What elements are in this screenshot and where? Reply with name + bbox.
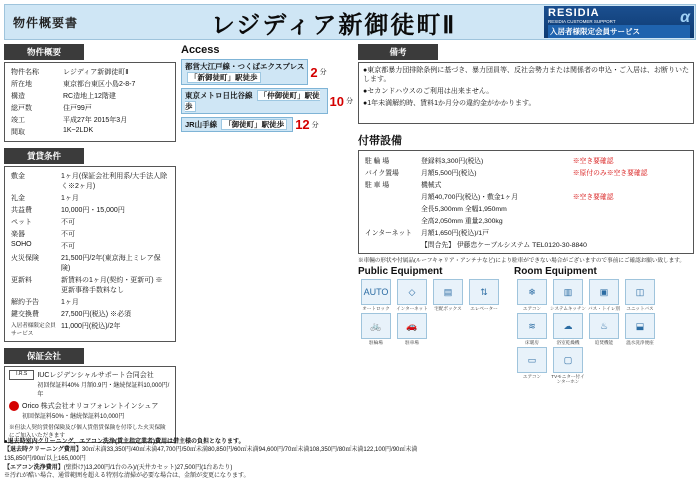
room-equipment-title: Room Equipment	[514, 266, 597, 277]
table-row	[363, 238, 689, 250]
equipment-item	[358, 313, 394, 345]
row-key	[363, 214, 419, 226]
overview-box	[4, 62, 176, 142]
bath-toilet-separate-icon: ▣	[589, 279, 619, 305]
row-key: バイク置場	[365, 170, 399, 177]
row-key: 礼金	[11, 195, 25, 202]
row-value: 27,500円(税込) ※必須	[61, 311, 132, 318]
equipment-label: TVモニター付インターホン	[551, 374, 585, 385]
logo-sub: RESIDIA CUSTOMER SUPPORT	[548, 18, 616, 24]
doc-label: 物件概要書	[13, 15, 79, 30]
guarantee-name: Orico 株式会社オリコフォレントインシュア	[22, 403, 159, 410]
table-row	[363, 226, 689, 238]
residia-logo	[544, 6, 694, 38]
row-value: 11,000円(税込)/2年	[61, 323, 121, 330]
row-value: レジディア新御徒町Ⅱ	[63, 69, 129, 76]
row-key: 所在地	[11, 81, 32, 88]
note-item: ●セカンドハウスのご利用は出来ません。	[363, 88, 494, 96]
access-minutes-unit: 分	[346, 98, 353, 105]
table-row	[363, 214, 689, 226]
access-station: 「御徒町」駅徒歩	[221, 119, 287, 130]
right-column	[358, 44, 694, 443]
rent-box	[4, 166, 176, 342]
row-key: 解約予告	[11, 299, 39, 306]
access-minutes-unit: 分	[319, 69, 327, 76]
doc-label-wrap	[5, 14, 123, 31]
notes-title: 備考	[358, 44, 438, 60]
table-row	[9, 192, 171, 204]
table-row	[9, 296, 171, 308]
row-value: 1K~2LDK	[63, 127, 94, 134]
equipment-item	[514, 347, 550, 384]
row-value: 1ヶ月	[61, 195, 79, 202]
table-row	[9, 308, 171, 320]
equipment-label: エレベーター	[470, 306, 498, 311]
equipment-label: 駐車場	[405, 340, 419, 346]
row-value: 不可	[61, 219, 75, 226]
equipment-item	[394, 279, 430, 311]
table-row	[363, 190, 689, 202]
footer-head-2: 【退去時クリーニング費用】	[4, 447, 82, 454]
equipment-item	[358, 279, 394, 311]
row-highlight: ※空き要確認	[572, 158, 614, 165]
elevator-icon: ⇅	[469, 279, 499, 305]
rent-table	[9, 170, 171, 338]
access-line-name: 都営大江戸線・つくばエクスプレス	[185, 62, 305, 71]
footer-line-4	[4, 464, 696, 473]
row-highlight	[571, 214, 689, 226]
row-key: 駐 輪 場	[365, 158, 390, 165]
irs-logo: I.R.S	[9, 370, 34, 380]
row-key: 敷金	[11, 173, 25, 180]
footer-line-2	[4, 446, 696, 455]
table-row	[9, 228, 171, 240]
row-value: 不可	[61, 231, 75, 238]
equipment-label: 宅配ボックス	[434, 306, 462, 311]
facilities-note: ※車輛の形状や付属品(ルーフキャリア・アンテナなど)により駐車ができない場合がございますので事前にご確認お願い致します。	[358, 258, 685, 264]
note-item: ●1年未満解約時、賃料1か月分の違約金がかかります。	[363, 100, 536, 108]
reheating-bath-icon: ♨	[589, 313, 619, 339]
table-row	[9, 78, 171, 90]
row-highlight: ※空き要確認	[572, 194, 614, 201]
guarantee-note: ※但法人契約賃借保険及び個人賃借賃保険を付帯した火災保険にご加入いただきます	[9, 425, 166, 439]
row-key: 鍵交換費	[11, 311, 39, 318]
table-row	[9, 126, 171, 138]
access-line-name: 東京メトロ日比谷線	[185, 91, 253, 100]
equipment-item	[622, 313, 658, 345]
row-key: ペット	[11, 219, 32, 226]
access-line-wrap	[181, 117, 293, 132]
public-equipment	[358, 266, 508, 386]
room-equipment-icons	[514, 279, 690, 386]
overview-table	[9, 66, 171, 138]
table-row	[9, 320, 171, 338]
access-minutes-unit: 分	[311, 121, 319, 129]
row-key: 竣工	[11, 117, 25, 124]
parking-icon: 🚗	[397, 313, 427, 339]
note-item: ●東京都暴力団排除条例に基づき、暴力団員等、反社会勢力または関係者の申込・ご入居は、お断りいたします。	[363, 67, 689, 84]
row-value: 全長5,300mm 全幅1,950mm	[421, 206, 507, 213]
row-key: 火災保険	[11, 255, 39, 262]
guarantee-title: 保証会社	[4, 348, 84, 364]
table-row	[9, 204, 171, 216]
guarantee-item	[9, 370, 171, 398]
auto-lock-icon: AUTO	[361, 279, 391, 305]
equipment-label: インターネット	[396, 306, 428, 311]
access-list	[181, 59, 353, 132]
row-highlight	[571, 178, 689, 190]
footer-line-1: ●退去時室内クリーニング、エアコン洗浄(賃主指定業者)費用は借主様の負担となります。	[4, 438, 245, 445]
equipment-label: 床暖房	[525, 340, 539, 346]
table-row	[9, 114, 171, 126]
row-value: 1ヶ月(保証会社利用系/大手法人除く※2ヶ月)	[61, 173, 168, 190]
document-body	[4, 44, 696, 443]
row-value: 住戸99戸	[63, 105, 92, 112]
row-value: 月額5,500円(税込)	[421, 170, 477, 177]
footer-text-2: 30㎡未満33,350円/40㎡未満47,700円/50㎡未満80,850円/60㎡未満94,600円/70㎡未満108,350円/80㎡未満122,100円/90㎡未満	[81, 447, 418, 454]
table-row	[9, 170, 171, 192]
row-key: 楽器	[11, 231, 25, 238]
access-item	[181, 59, 353, 85]
equipment-item	[514, 313, 550, 345]
page-title: レジディア新御徒町Ⅱ	[210, 11, 457, 39]
row-highlight: ※原付のみ※空き要確認	[572, 170, 648, 177]
left-column	[4, 44, 176, 443]
access-item	[181, 88, 353, 114]
equipment-item	[394, 313, 430, 345]
logo-alpha: α	[680, 9, 690, 26]
orico-icon	[9, 401, 19, 411]
row-value: 月額40,700円(税込)・敷金1ヶ月	[421, 194, 519, 201]
washlet-icon: ⬓	[625, 313, 655, 339]
row-highlight	[571, 226, 689, 238]
access-station: 「仲御徒町」駅徒歩	[185, 91, 320, 111]
row-value: 21,500円/2年(東京海上ミレア保険)	[61, 255, 161, 272]
guarantee-detail: 初回保証料40% 月額0.9円・継続保証料10,000円/年	[37, 383, 170, 398]
table-row	[363, 154, 689, 166]
equipment-label: ユニットバス	[626, 306, 654, 311]
row-value: 全高2,050mm 重量2,300kg	[421, 218, 503, 225]
equipment-item	[550, 279, 586, 311]
unit-bath-icon: ◫	[625, 279, 655, 305]
access-line-wrap	[181, 88, 328, 114]
public-equipment-title: Public Equipment	[358, 266, 443, 277]
equipment-label: オートロック	[362, 306, 390, 311]
access-line-wrap	[181, 59, 308, 85]
guarantee-name: IUCレジデンシャルサポート合同会社	[37, 372, 154, 379]
footer-text-4: (壁掛け)13,200円/1台のみ)/(天井カセット)27,500円(1台あたり)	[63, 464, 233, 471]
access-minutes: 10	[329, 93, 344, 109]
delivery-box-icon: ▤	[433, 279, 463, 305]
row-value: 平成27年 2015年3月	[63, 117, 128, 124]
guarantee-detail: 初回保証料50%・継続保証料10,000円	[22, 414, 125, 420]
room-equipment	[514, 266, 690, 386]
footer-line-3: 135,850円/90㎡以上165,000円	[4, 455, 86, 462]
rent-title: 賃貸条件	[4, 148, 84, 164]
access-title: Access	[181, 44, 220, 56]
middle-column	[181, 44, 353, 443]
equipment-label: バス・トイレ別	[588, 306, 620, 311]
facilities-box	[358, 150, 694, 254]
row-highlight	[571, 202, 689, 214]
equipment-item	[466, 279, 502, 311]
equipment-label: 浴室乾燥機	[556, 340, 580, 346]
row-key: 総戸数	[11, 105, 32, 112]
row-key: インターネット	[365, 230, 412, 237]
row-key	[363, 190, 419, 202]
equipment-label: 温水洗浄便座	[626, 340, 654, 346]
bicycle-parking-icon: 🚲	[361, 313, 391, 339]
access-station: 「新御徒町」駅徒歩	[187, 72, 261, 83]
row-key: 駐 車 場	[365, 182, 390, 189]
row-value: 1ヶ月	[61, 299, 79, 306]
row-value: 新賃料の1ヶ月(契約・更新可) ※更新事務手数料なし	[61, 277, 163, 294]
floor-heating-icon: ≋	[517, 313, 547, 339]
equipment-label: システムキッチン	[550, 306, 586, 311]
table-row	[363, 166, 689, 178]
row-key: 間取	[11, 129, 25, 136]
footer-head-3: 【エアコン洗浄費用】	[4, 464, 64, 471]
tv-intercom-icon: ▢	[553, 347, 583, 373]
table-row	[363, 178, 689, 190]
access-item	[181, 117, 353, 132]
air-conditioner2-icon: ▭	[517, 347, 547, 373]
row-value: 登録料3,300円(税込)	[421, 158, 484, 165]
row-key	[363, 202, 419, 214]
footer-line-5: ※汚れが酷い場合、通常範囲を超える特別な清掃が必要な場合は、金額が変更になります。	[4, 473, 250, 480]
equipment-label: 駐輪場	[369, 340, 383, 346]
logo-main: RESIDIA	[548, 6, 600, 19]
footer-notes	[4, 438, 696, 481]
row-value: 【問合先】 伊藤忠ケーブルシステム TEL0120-30-8840	[421, 242, 587, 249]
table-row	[9, 216, 171, 228]
guarantee-box	[4, 366, 176, 443]
air-conditioner-icon: ❄	[517, 279, 547, 305]
equipment-label: エアコン	[522, 374, 542, 380]
bathroom-dryer-icon: ☁	[553, 313, 583, 339]
row-key: SOHO	[11, 241, 32, 248]
access-minutes: 2	[310, 64, 318, 80]
row-key: 物件名称	[11, 69, 39, 76]
equipment-item	[586, 279, 622, 311]
table-row	[9, 90, 171, 102]
equipment-item	[586, 313, 622, 345]
row-value: 月額1,650円(税込)/1戸	[421, 230, 489, 237]
row-value: RC造地上12階建	[63, 93, 116, 100]
table-row	[9, 102, 171, 114]
equipment-item	[514, 279, 550, 311]
table-row	[363, 202, 689, 214]
equipment-section	[358, 266, 694, 386]
document-header	[4, 4, 696, 40]
overview-title: 物件概要	[4, 44, 84, 60]
public-equipment-icons	[358, 279, 508, 347]
row-key: 更新料	[11, 277, 32, 284]
equipment-item	[622, 279, 658, 311]
equipment-item	[550, 347, 586, 384]
facilities-title: 付帯設備	[358, 135, 402, 147]
table-row	[9, 66, 171, 78]
table-row	[9, 240, 171, 252]
row-key: 入居者様限定会員サービス	[11, 323, 56, 337]
equipment-label: エアコン	[522, 306, 542, 311]
equipment-label: 追焚機能	[594, 340, 614, 346]
guarantee-item	[9, 401, 171, 420]
notes-box	[358, 62, 694, 124]
row-value: 不可	[61, 243, 75, 250]
row-key: 共益費	[11, 207, 32, 214]
internet-icon: ◇	[397, 279, 427, 305]
equipment-item	[430, 279, 466, 311]
row-value: 10,000円・15,000円	[61, 207, 125, 214]
access-minutes: 12	[295, 117, 310, 132]
row-value: 機械式	[421, 182, 442, 189]
system-kitchen-icon: ▥	[553, 279, 583, 305]
equipment-item	[550, 313, 586, 345]
row-key: 構造	[11, 93, 25, 100]
row-value: 東京都台東区小島2-8-7	[63, 81, 136, 88]
access-line-name: JR山手線	[185, 120, 218, 129]
table-row	[9, 252, 171, 274]
logo-service: 入居者様限定会員サービス	[548, 25, 690, 38]
row-key	[363, 238, 419, 250]
table-row	[9, 274, 171, 296]
facilities-table	[363, 154, 689, 250]
